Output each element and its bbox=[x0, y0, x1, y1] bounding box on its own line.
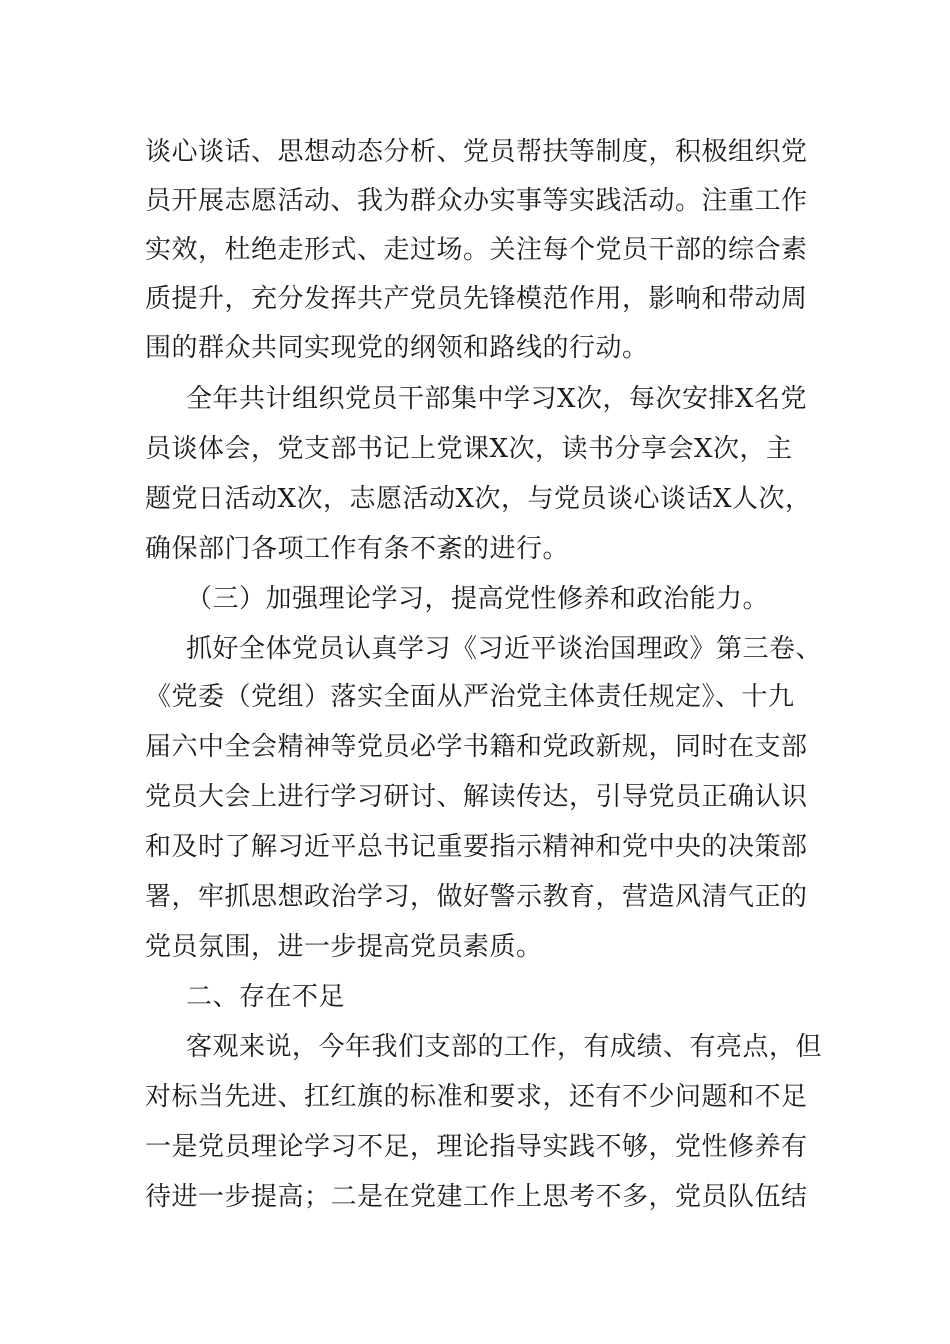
text-line: 员开展志愿活动、我为群众办实事等实践活动。注重工作 bbox=[145, 186, 808, 216]
text-line: 署，牢抓思想政治学习，做好警示教育，营造风清气正的 bbox=[145, 882, 808, 912]
text-line: 届六中全会精神等党员必学书籍和党政新规，同时在支部 bbox=[145, 732, 808, 762]
text-line: 谈心谈话、思想动态分析、党员帮扶等制度，积极组织党 bbox=[145, 137, 808, 167]
text-line: 和及时了解习近平总书记重要指示精神和党中央的决策部 bbox=[145, 832, 808, 862]
text-line: 题党日活动X次，志愿活动X次，与党员谈心谈话X人次， bbox=[145, 484, 812, 514]
text-line: 待进一步提高；二是在党建工作上思考不多，党员队伍结 bbox=[145, 1182, 808, 1212]
text-line: 围的群众共同实现党的纲领和路线的行动。 bbox=[145, 333, 649, 363]
text-line: 对标当先进、扛红旗的标准和要求，还有不少问题和不足 bbox=[145, 1082, 808, 1112]
paragraph-start-line: 客观来说，今年我们支部的工作，有成绩、有亮点，但 bbox=[186, 1032, 823, 1062]
text-line: 党员氛围，进一步提高党员素质。 bbox=[145, 932, 543, 962]
text-line: 实效，杜绝走形式、走过场。关注每个党员干部的综合素 bbox=[145, 235, 808, 265]
section-heading: 二、存在不足 bbox=[186, 982, 346, 1012]
text-line: 一是党员理论学习不足，理论指导实践不够，党性修养有 bbox=[145, 1132, 808, 1162]
text-line: 质提升，充分发挥共产党员先锋模范作用，影响和带动周 bbox=[145, 284, 808, 314]
paragraph-start-line: 全年共计组织党员干部集中学习X次，每次安排X名党 bbox=[186, 384, 808, 414]
text-line: 员谈体会，党支部书记上党课X次，读书分享会X次，主 bbox=[145, 434, 793, 464]
section-heading: （三）加强理论学习，提高党性修养和政治能力。 bbox=[186, 584, 770, 614]
text-line: 《党委（党组）落实全面从严治党主体责任规定》、十九 bbox=[145, 682, 795, 712]
text-line: 党员大会上进行学习研讨、解读传达，引导党员正确认识 bbox=[145, 782, 808, 812]
text-line: 确保部门各项工作有条不紊的进行。 bbox=[145, 534, 570, 564]
paragraph-start-line: 抓好全体党员认真学习《习近平谈治国理政》第三卷、 bbox=[186, 634, 823, 664]
